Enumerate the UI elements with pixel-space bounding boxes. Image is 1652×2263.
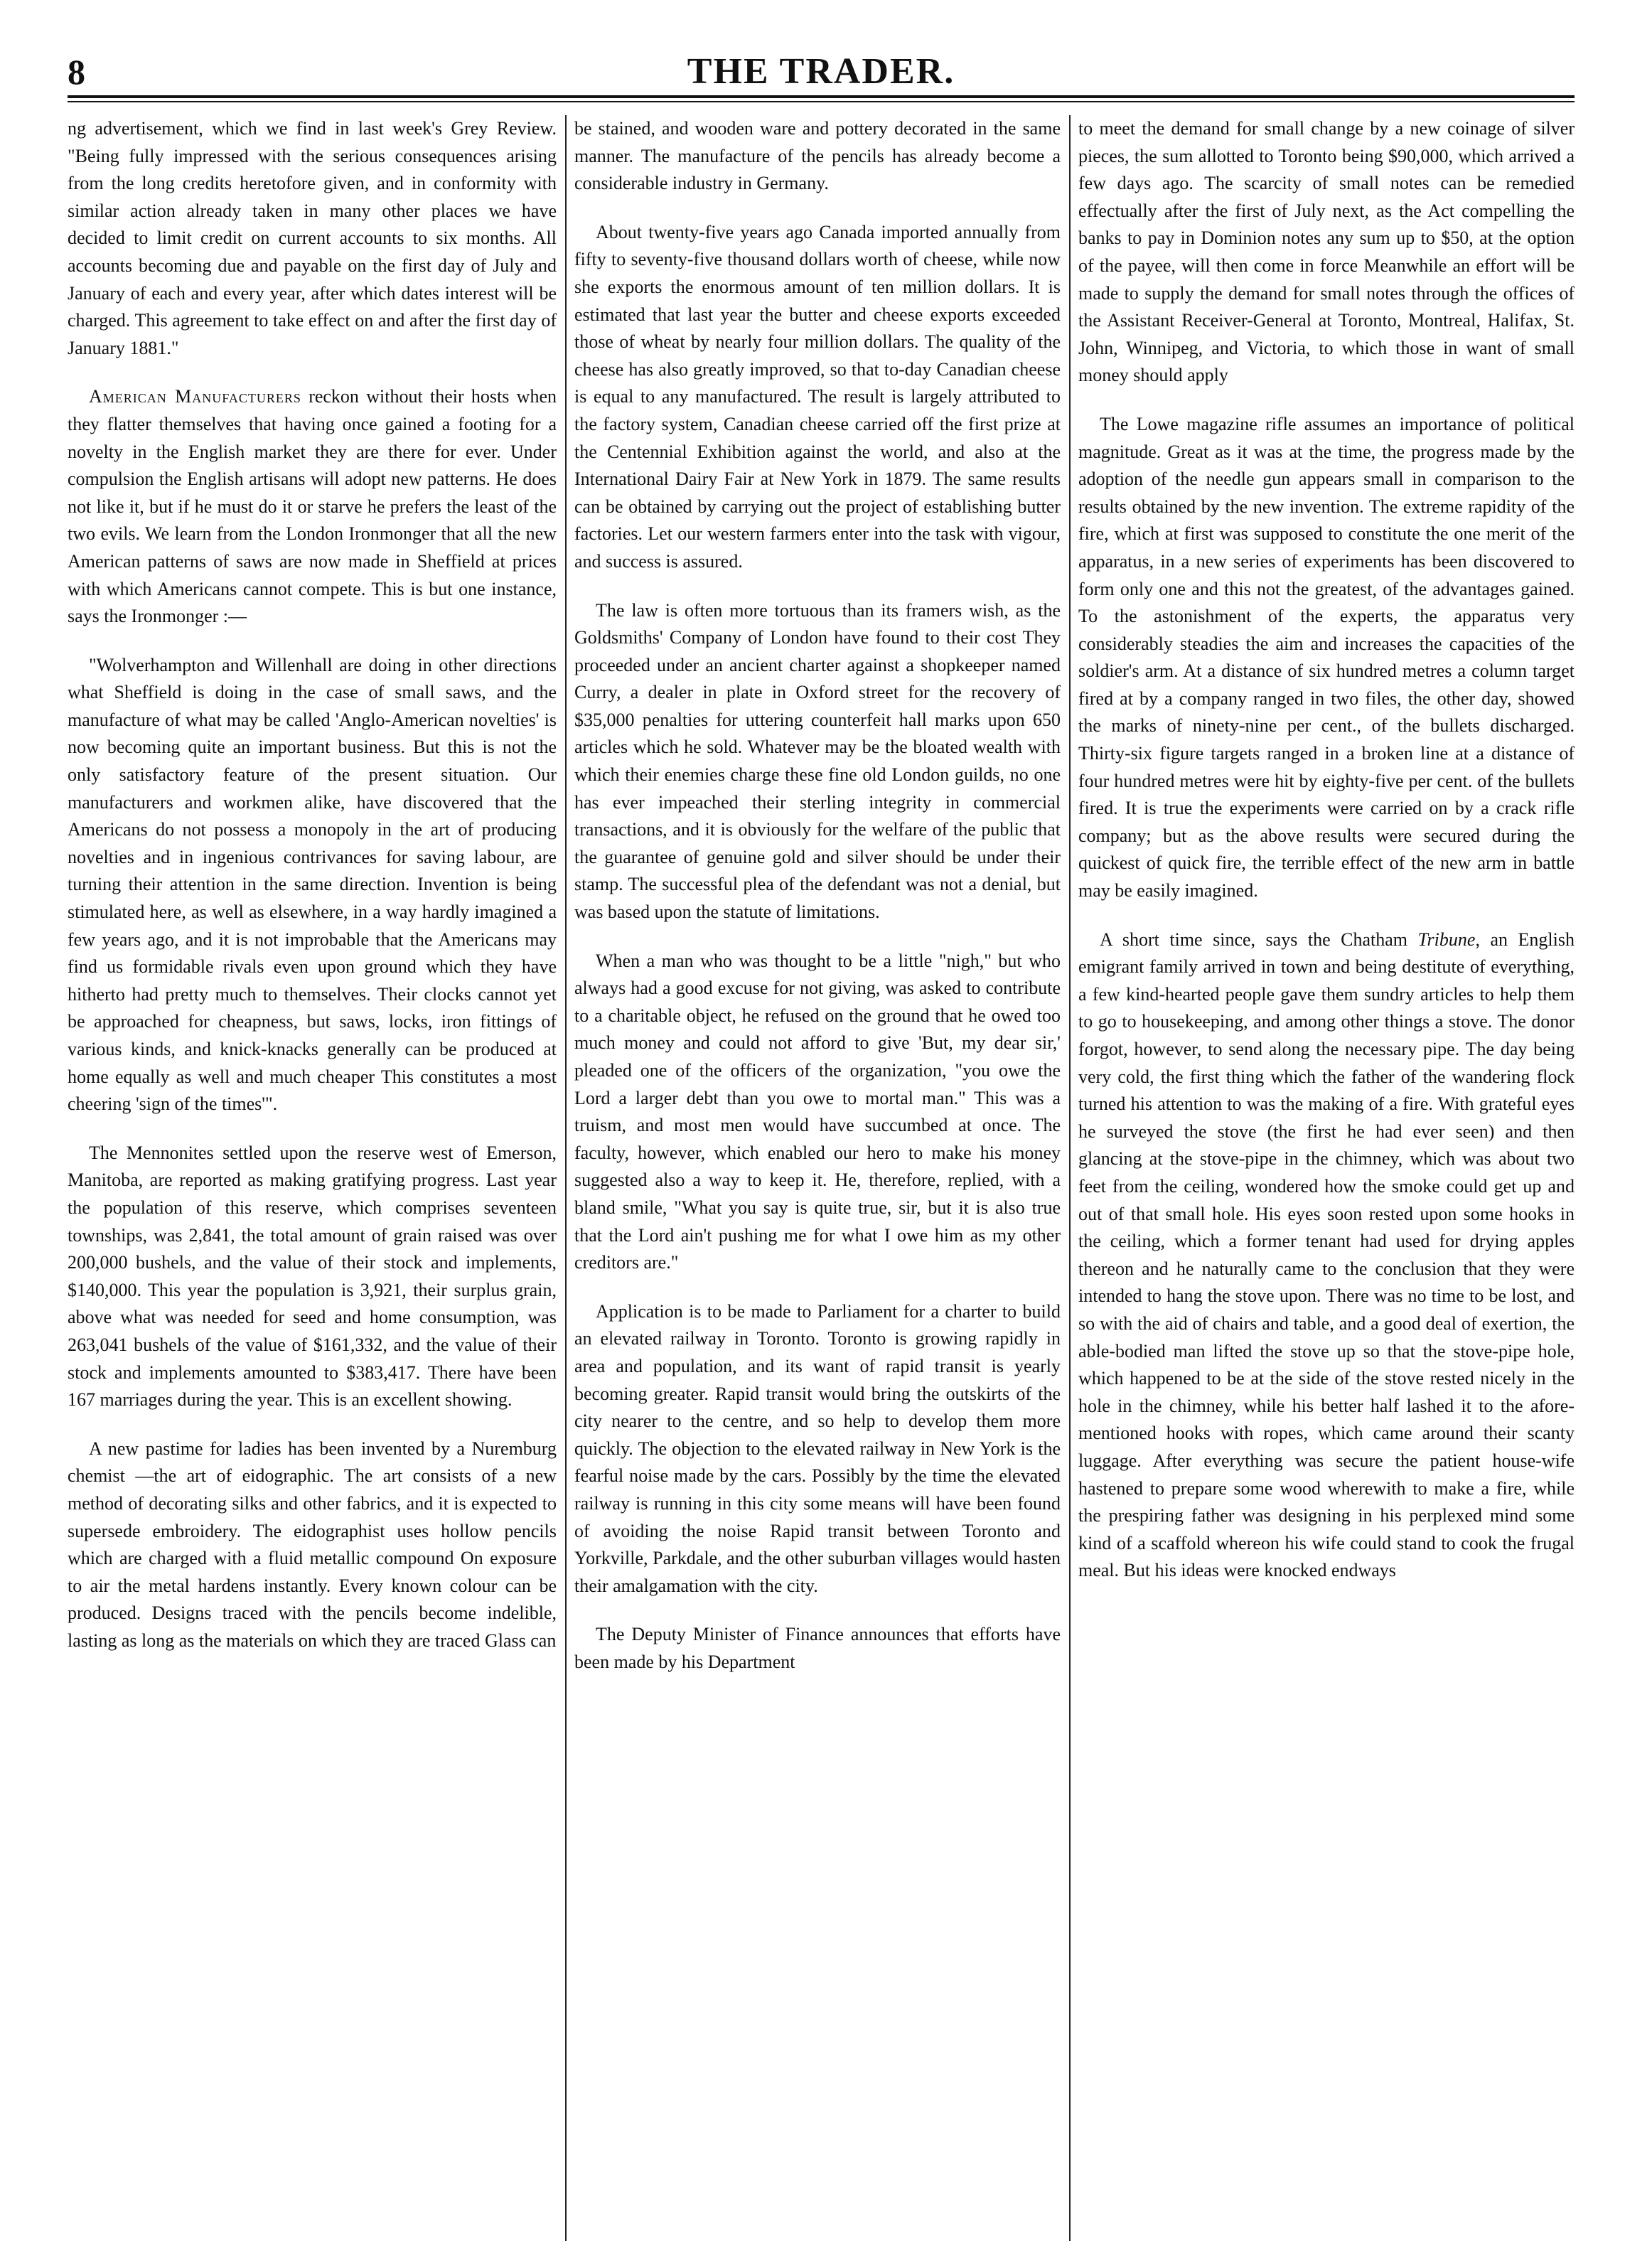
article-source: Tribune — [1417, 929, 1476, 950]
article-deputy-minister: The Deputy Minister of Finance announces that efforts have been made by his Department — [574, 1624, 1061, 1672]
article-goldsmiths-company: The law is often more tortuous than its framers wish, as the Goldsmiths' Company of London have found to their cost They proceeded under an ancient charter against a shopkeeper named Curry, a dealer in plate in Oxford street for the recovery of $35,000 penalties for uttering counterfeit hall marks upon 650 articles which he sold. Whatever may be the bloated wealth with which their enemies charge these fine old London guilds, no one has ever impeached their sterling integrity in commercial transactions, and it is obviously for the welfare of the public that the guarantee of genuine gold and silver should be under their stamp. The successful plea of the defendant was not a denial, but was based upon the statute of limitations. — [574, 599, 1061, 923]
article-lowe-rifle: The Lowe magazine rifle assumes an importance of political magnitude. Great as it was at the time, the progress made by the adoption of the needle gun appears small in comparison to the results obtained by the new invention. The extreme rapidity of the fire, which at first was supposed to constitute the one merit of the apparatus, in a new series of experiments has been discovered to form only one and this not the greatest, of the advantages gained. To the astonishment of the experts, the apparatus very considerably steadies the aim and increases the capacities of the soldier's arm. At a distance of six hundred metres a column target fired at by a company ranged in two files, the other day, showed the marks of ninety-nine per cent., of the bullets discharged. Thirty-six figure targets ranged in a broken line at a distance of four hundred metres were hit by eighty-five per cent. of the bullets fired. It is true the experiments were carried on by a crack rifle company; but as the above results were secured during the quickest of quick fire, the terrible effect of the new arm in battle may be easily imagined. — [1078, 413, 1575, 902]
article-eidographic-continued: be stained, and wooden ware and pottery decorated in the same manner. The manufacture of the pencils has already become a considerable industry in Germany. — [574, 118, 1061, 194]
article-credit-limit: ng advertisement, which we find in last week's Grey Review. "Being fully impressed with the serious consequences arising from the long credits heretofore given, and in conformity with similar action already taken in many other places we have decided to limit credit on current accounts to six months. All accounts becoming due and payable on the first day of July and January of each and every year, after which dates interest will be charged. This agreement to take effect on and after the first day of January 1881." — [68, 118, 557, 358]
column-2 — [574, 115, 1061, 2241]
column-3 — [1078, 115, 1575, 2241]
column-divider — [1069, 115, 1071, 2241]
article-mennonites: The Mennonites settled upon the reserve west of Emerson, Manitoba, are reported as making gratifying progress. Last year the population of this reserve, which comprises seventeen townships, was 2,841, the total amount of grain raised was over 200,000 bushels, and the value of their stock and implements, $140,000. This year the population is 3,921, their surplus grain, above what was needed for seed and home consumption, was 263,041 bushels of the value of $161,332, and the value of their stock and implements amounted to $383,417. There have been 167 marriages during the year. This is an excellent showing. — [68, 1142, 557, 1411]
article-emigrant-stove — [1078, 926, 1575, 1585]
article-american-manufacturers — [68, 383, 557, 630]
page-number: 8 — [68, 52, 85, 92]
header-rule-thin — [68, 101, 1575, 102]
article-eidographic: A new pastime for ladies has been invented by a Nuremburg chemist —the art of eidographic. The art consists of a new method of decorating silks and other fabrics, and it is expected to supersede embroidery. The eidographist uses hollow pencils which are charged with a fluid metallic compound On exposure to air the metal hardens instantly. Every known colour can be produced. Designs traced with the pencils become indelible, lasting as long as the materials on which they are traced Glass can — [68, 1438, 557, 1651]
column-1 — [68, 115, 557, 2241]
article-body: , an English emigrant family arrived in town and being destitute of everything, a few kind-hearted people gave them sundry articles to help them to go to housekeeping, and among other things a stove. The donor forgot, however, to send along the necessary pipe. The day being very cold, the first thing which the father of the wandering flock turned his attention to was the making of a fire. With grateful eyes he surveyed the stove (the first he had ever seen) and then glancing at the stove-pipe in the chimney, which was about two feet from the ceiling, wondered how the smoke could get up and out of that small hole. His eyes soon rested upon some hooks in the ceiling, which a former tenant had used for drying apples thereon and he naturally came to the conclusion that they were intended to hang the stove upon. There was no time to be lost, and so with the aid of chairs and table, and a good deal of exertion, the able-bodied man lifted the stove up so that the stove-pipe hole, which happened to be at the side of the stove rested nicely in the hole in the chimney, while his better half lashed it to the afore-mentioned hooks with ropes, which came around their scanty luggage. After everything was secure the patient house-wife hastened to prepare some wood wherewith to make a fire, while the prespiring father was designing in his perplexed mind some kind of a scaffold whereon his wife could stand to cook the frugal meal. But his ideas were knocked endways — [1078, 929, 1575, 1581]
article-wolverhampton-quote: "Wolverhampton and Willenhall are doing in other directions what Sheffield is doing in the case of small saws, and the manufacture of what may be called 'Anglo-American novelties' is now becoming quite an important business. But this is not the only satisfactory feature of the present situation. Our manufacturers and workmen alike, have discovered that the Americans do not possess a monopoly in the art of producing novelties and in ingenious contrivances for saving labour, are turning their attention in the same direction. Invention is being stimulated here, as well as elsewhere, in a way hardly imagined a few years ago, and it is not improbable that the Americans may find us formidable rivals even upon ground which they have hitherto had pretty much to themselves. Their clocks cannot yet be approached for cheapness, but saws, locks, iron fittings of various kinds, and knick-knacks generally can be produced at home equally as well and much cheaper This constitutes a most cheering 'sign of the times'". — [68, 654, 557, 1115]
masthead-title: THE TRADER. — [687, 51, 955, 92]
article-canadian-cheese: About twenty-five years ago Canada imported annually from fifty to seventy-five thousand dollars worth of cheese, while now she exports the enormous amount of ten million dollars. It is estimated that last year the butter and cheese exports exceeded those of wheat by nearly four million dollars. The quality of the cheese has also greatly improved, so that to-day Canadian cheese is equal to any manufactured. The result is largely attributed to the factory system, Canadian cheese carried off the first prize at the Centennial Exhibition against the world, and also at the International Dairy Fair at New York in 1879. The same results can be obtained by carrying out the project of establishing butter factories. Let our western farmers enter into the task with vigour, and success is assured. — [574, 221, 1061, 572]
page-header — [68, 50, 1575, 94]
article-lead: A short time since, says the Chatham — [1100, 929, 1418, 950]
article-body: reckon without their hosts when they flatter themselves that having once gained a footing for a novelty in the English market they are there for ever. Under compulsion the English artisans will adopt new patterns. He does not like it, but if he must do it or starve he prefers the least of the two evils. We learn from the London Ironmonger that all the new American patterns of saws are now made in Sheffield at prices with which Americans cannot compete. This is but one instance, says the Ironmonger :— — [68, 386, 557, 627]
header-rule-thick — [68, 95, 1575, 98]
article-charity-anecdote: When a man who was thought to be a little "nigh," but who always had a good excuse for not giving, was asked to contribute to a charitable object, he refused on the ground that he owed too much money and could not afford to give 'But, my dear sir,' pleaded one of the officers of the organization, "you owe the Lord a larger debt than you owe to mortal man." This was a truism, and most men would have succumbed at once. The faculty, however, which enabled our hero to make his money suggested also a way to keep it. He, therefore, replied, with a bland smile, "What you say is quite true, sir, but it is also true that the Lord ain't pushing me for what I owe him as my other creditors are." — [574, 950, 1061, 1273]
article-small-change: to meet the demand for small change by a new coinage of silver pieces, the sum allotted to Toronto being $90,000, which arrived a few days ago. The scarcity of small notes can be remedied effectually after the first of July next, as the Act compelling the banks to pay in Dominion notes any sum up to $50, at the option of the payee, will then come in force Meanwhile an effort will be made to supply the demand for small notes through the offices of the Assistant Receiver-General at Toronto, Montreal, Halifax, St. John, Winnipeg, and Victoria, to which those in want of small money should apply — [1078, 118, 1575, 386]
article-elevated-railway: Application is to be made to Parliament for a charter to build an elevated railway in Toronto. Toronto is growing rapidly in area and population, and its want of rapid transit is yearly becoming greater. Rapid transit would bring the outskirts of the city nearer to the centre, and so help to develop them more quickly. The objection to the elevated railway in New York is the fearful noise made by the cars. Possibly by the time the elevated railway is running in this city some means will have been found of avoiding the noise Rapid transit between Toronto and Yorkville, Parkdale, and the other suburban villages would hasten their amalgamation with the city. — [574, 1300, 1061, 1596]
column-divider — [565, 115, 567, 2241]
article-lead-caps: American Manufacturers — [89, 386, 301, 407]
